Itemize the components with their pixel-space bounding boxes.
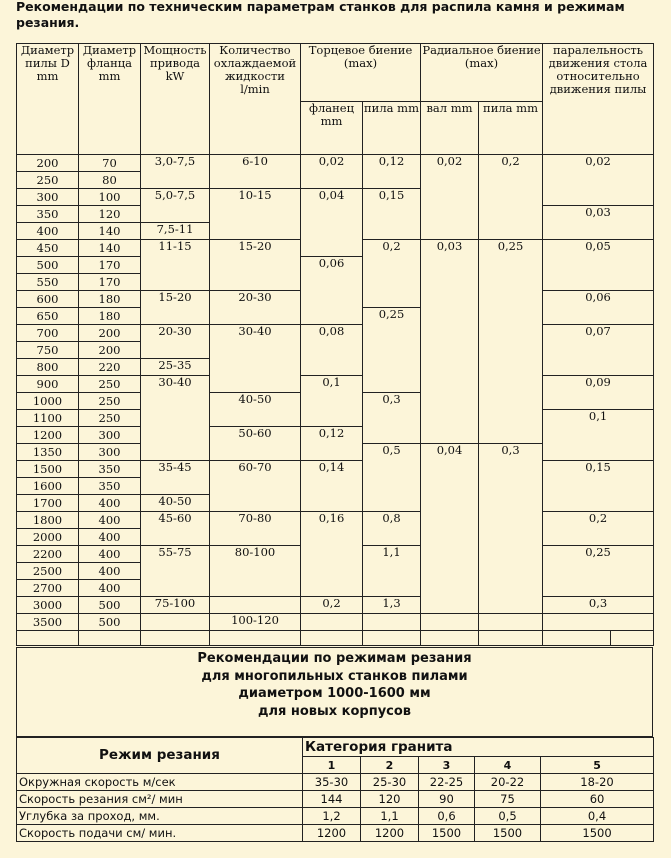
saw-diameter-cell: 1600: [17, 478, 79, 495]
empty-cell: [611, 631, 654, 646]
mode-value: 1500: [541, 825, 654, 842]
cutting-modes-heading: [16, 647, 653, 737]
empty-cell: [421, 631, 479, 646]
saw-diameter-cell: 350: [17, 206, 79, 223]
flange-diameter-cell: 400: [79, 580, 141, 597]
parallelism-cell: [543, 614, 654, 631]
flange-diameter-cell: 200: [79, 325, 141, 342]
table-row: [17, 774, 654, 791]
saw-diameter-cell: 700: [17, 325, 79, 342]
category-number: 5: [541, 757, 654, 774]
empty-cell: [363, 631, 421, 646]
axial-saw-cell: 0,15: [363, 189, 421, 240]
power-cell: 45-60: [141, 512, 210, 546]
axial-saw-cell: [363, 614, 421, 631]
table-row: [17, 325, 654, 342]
axial-saw-cell: 0,2: [363, 240, 421, 308]
coolant-cell: [210, 597, 301, 614]
flange-diameter-cell: 350: [79, 461, 141, 478]
power-cell: [141, 614, 210, 631]
coolant-cell: 6-10: [210, 155, 301, 189]
mode-value: 144: [303, 791, 361, 808]
power-cell: 5,0-7,5: [141, 189, 210, 223]
axial-saw-cell: 0,8: [363, 512, 421, 546]
saw-diameter-cell: 1350: [17, 444, 79, 461]
header-axial-runout: Торцевое биение (max): [301, 44, 421, 102]
header-saw-diameter: Диаметр пилы D mm: [17, 44, 79, 155]
table-row: [17, 512, 654, 529]
heading-line: диаметром 1000-1600 мм: [238, 686, 431, 701]
flange-diameter-cell: 300: [79, 427, 141, 444]
coolant-cell: 50-60: [210, 427, 301, 461]
saw-diameter-cell: 600: [17, 291, 79, 308]
saw-diameter-cell: 650: [17, 308, 79, 325]
axial-flange-cell: 0,06: [301, 257, 363, 325]
header-parallelism: паралельность движения стола относительно движения пилы: [543, 44, 654, 155]
axial-saw-cell: 0,5: [363, 444, 421, 512]
category-number: 4: [475, 757, 541, 774]
parallelism-cell: 0,3: [543, 597, 654, 614]
axial-flange-cell: 0,14: [301, 461, 363, 512]
radial-saw-cell: 0,2: [479, 155, 543, 240]
flange-diameter-cell: 500: [79, 597, 141, 614]
axial-saw-cell: 1,1: [363, 546, 421, 597]
mode-label: Скорость резания см²/ мин: [17, 791, 303, 808]
power-cell: 3,0-7,5: [141, 155, 210, 189]
mode-value: 1500: [419, 825, 475, 842]
empty-cell: [301, 631, 363, 646]
saw-diameter-cell: 1700: [17, 495, 79, 512]
header-axial-flange: фланец mm: [301, 102, 363, 155]
mode-value: 1,2: [303, 808, 361, 825]
coolant-cell: 30-40: [210, 325, 301, 393]
parallelism-cell: 0,07: [543, 325, 654, 376]
empty-cell: [479, 631, 543, 646]
flange-diameter-cell: 100: [79, 189, 141, 206]
flange-diameter-cell: 140: [79, 240, 141, 257]
parallelism-cell: 0,09: [543, 376, 654, 410]
power-cell: 75-100: [141, 597, 210, 614]
mode-value: 1200: [303, 825, 361, 842]
category-number: 2: [361, 757, 419, 774]
saw-diameter-cell: 2200: [17, 546, 79, 563]
mode-value: 75: [475, 791, 541, 808]
coolant-cell: 15-20: [210, 240, 301, 291]
flange-diameter-cell: 400: [79, 529, 141, 546]
table-row: [17, 791, 654, 808]
axial-saw-cell: 0,3: [363, 393, 421, 444]
flange-diameter-cell: 250: [79, 376, 141, 393]
flange-diameter-cell: 170: [79, 257, 141, 274]
category-header: Категория гранита: [303, 738, 654, 757]
header-flange-diameter: Диаметр фланца mm: [79, 44, 141, 155]
flange-diameter-cell: 80: [79, 172, 141, 189]
empty-cell: [141, 631, 210, 646]
mode-value: 18-20: [541, 774, 654, 791]
cutting-modes-table: [16, 737, 654, 842]
saw-diameter-cell: 1100: [17, 410, 79, 427]
category-number: 1: [303, 757, 361, 774]
axial-flange-cell: 0,04: [301, 189, 363, 257]
header-radial-shaft: вал mm: [421, 102, 479, 155]
axial-flange-cell: 0,1: [301, 376, 363, 427]
table-row: [17, 825, 654, 842]
table-row: [17, 376, 654, 393]
mode-value: 35-30: [303, 774, 361, 791]
header-axial-saw: пила mm: [363, 102, 421, 155]
mode-value: 1,1: [361, 808, 419, 825]
flange-diameter-cell: 140: [79, 223, 141, 240]
saw-diameter-cell: 2000: [17, 529, 79, 546]
axial-saw-cell: 0,12: [363, 155, 421, 189]
axial-saw-cell: 0,25: [363, 308, 421, 393]
table-row: [17, 808, 654, 825]
saw-diameter-cell: 500: [17, 257, 79, 274]
saw-diameter-cell: 1200: [17, 427, 79, 444]
power-cell: 7,5-11: [141, 223, 210, 240]
coolant-cell: 10-15: [210, 189, 301, 240]
flange-diameter-cell: 220: [79, 359, 141, 376]
power-cell: 20-30: [141, 325, 210, 359]
heading-line: Рекомендации по режимам резания: [197, 651, 472, 666]
mode-value: 90: [419, 791, 475, 808]
radial-shaft-cell: 0,03: [421, 240, 479, 444]
header-radial-runout: Радиальное биение (max): [421, 44, 543, 102]
saw-diameter-cell: 1500: [17, 461, 79, 478]
header-coolant: Количество охлаждаемой жидкости l/min: [210, 44, 301, 155]
flange-diameter-cell: 250: [79, 393, 141, 410]
power-cell: 11-15: [141, 240, 210, 291]
radial-shaft-cell: [421, 614, 479, 631]
mode-value: 22-25: [419, 774, 475, 791]
flange-diameter-cell: 120: [79, 206, 141, 223]
saw-diameter-cell: 2700: [17, 580, 79, 597]
flange-diameter-cell: 180: [79, 291, 141, 308]
saw-diameter-cell: 300: [17, 189, 79, 206]
axial-saw-cell: 1,3: [363, 597, 421, 614]
table-row: [17, 597, 654, 614]
saw-diameter-cell: 450: [17, 240, 79, 257]
mode-value: 1500: [475, 825, 541, 842]
mode-value: 1200: [361, 825, 419, 842]
mode-label: Углубка за проход, мм.: [17, 808, 303, 825]
saw-diameter-cell: 2500: [17, 563, 79, 580]
machine-parameters-table: [16, 43, 654, 646]
radial-shaft-cell: 0,04: [421, 444, 479, 614]
power-cell: 25-35: [141, 359, 210, 376]
empty-cell: [79, 631, 141, 646]
radial-shaft-cell: 0,02: [421, 155, 479, 240]
power-cell: 30-40: [141, 376, 210, 461]
axial-flange-cell: 0,16: [301, 512, 363, 597]
parallelism-cell: 0,25: [543, 546, 654, 597]
mode-value: 0,6: [419, 808, 475, 825]
flange-diameter-cell: 70: [79, 155, 141, 172]
header-power: Мощность привода kW: [141, 44, 210, 155]
flange-diameter-cell: 180: [79, 308, 141, 325]
mode-value: 60: [541, 791, 654, 808]
mode-value: 120: [361, 791, 419, 808]
saw-diameter-cell: 3000: [17, 597, 79, 614]
mode-value: 0,5: [475, 808, 541, 825]
axial-flange-cell: 0,12: [301, 427, 363, 461]
flange-diameter-cell: 300: [79, 444, 141, 461]
axial-flange-cell: 0,02: [301, 155, 363, 189]
mode-value: 0,4: [541, 808, 654, 825]
radial-saw-cell: 0,25: [479, 240, 543, 444]
saw-diameter-cell: 250: [17, 172, 79, 189]
empty-cell: [210, 631, 301, 646]
flange-diameter-cell: 400: [79, 512, 141, 529]
empty-cell: [17, 631, 79, 646]
parallelism-cell: 0,2: [543, 512, 654, 546]
mode-value: 25-30: [361, 774, 419, 791]
table-row: [17, 614, 654, 631]
power-cell: 55-75: [141, 546, 210, 597]
saw-diameter-cell: 750: [17, 342, 79, 359]
radial-saw-cell: [479, 614, 543, 631]
axial-flange-cell: 0,08: [301, 325, 363, 376]
saw-diameter-cell: 900: [17, 376, 79, 393]
axial-flange-cell: 0,2: [301, 597, 363, 614]
mode-label: Скорость подачи см/ мин.: [17, 825, 303, 842]
coolant-cell: 70-80: [210, 512, 301, 546]
flange-diameter-cell: 400: [79, 546, 141, 563]
flange-diameter-cell: 400: [79, 563, 141, 580]
axial-flange-cell: [301, 614, 363, 631]
flange-diameter-cell: 200: [79, 342, 141, 359]
parallelism-cell: 0,1: [543, 410, 654, 461]
parallelism-cell: 0,02: [543, 155, 654, 206]
mode-value: 20-22: [475, 774, 541, 791]
empty-cell: [543, 631, 611, 646]
coolant-cell: 60-70: [210, 461, 301, 512]
heading-line: для многопильных станков пилами: [201, 668, 468, 684]
coolant-cell: 40-50: [210, 393, 301, 427]
mode-header: Режим резания: [17, 738, 303, 774]
saw-diameter-cell: 200: [17, 155, 79, 172]
saw-diameter-cell: 3500: [17, 614, 79, 631]
table-row: [17, 461, 654, 478]
flange-diameter-cell: 250: [79, 410, 141, 427]
saw-diameter-cell: 1800: [17, 512, 79, 529]
coolant-cell: 80-100: [210, 546, 301, 597]
category-number: 3: [419, 757, 475, 774]
parallelism-cell: 0,03: [543, 206, 654, 240]
power-cell: 40-50: [141, 495, 210, 512]
header-radial-saw: пила mm: [479, 102, 543, 155]
saw-diameter-cell: 1000: [17, 393, 79, 410]
saw-diameter-cell: 550: [17, 274, 79, 291]
parallelism-cell: 0,06: [543, 291, 654, 325]
mode-label: Окружная скорость м/сек: [17, 774, 303, 791]
coolant-cell: 100-120: [210, 614, 301, 631]
heading-line: для новых корпусов: [257, 703, 412, 719]
table-row: [17, 631, 654, 646]
parallelism-cell: 0,05: [543, 240, 654, 291]
table-row: [17, 155, 654, 172]
page-title: Рекомендации по техническим параметрам станков для распила камня и режимам резания.: [16, 0, 625, 30]
flange-diameter-cell: 400: [79, 495, 141, 512]
saw-diameter-cell: 800: [17, 359, 79, 376]
parallelism-cell: 0,15: [543, 461, 654, 512]
flange-diameter-cell: 350: [79, 478, 141, 495]
radial-saw-cell: 0,3: [479, 444, 543, 614]
saw-diameter-cell: 400: [17, 223, 79, 240]
coolant-cell: 20-30: [210, 291, 301, 325]
power-cell: 15-20: [141, 291, 210, 325]
flange-diameter-cell: 170: [79, 274, 141, 291]
power-cell: 35-45: [141, 461, 210, 495]
flange-diameter-cell: 500: [79, 614, 141, 631]
